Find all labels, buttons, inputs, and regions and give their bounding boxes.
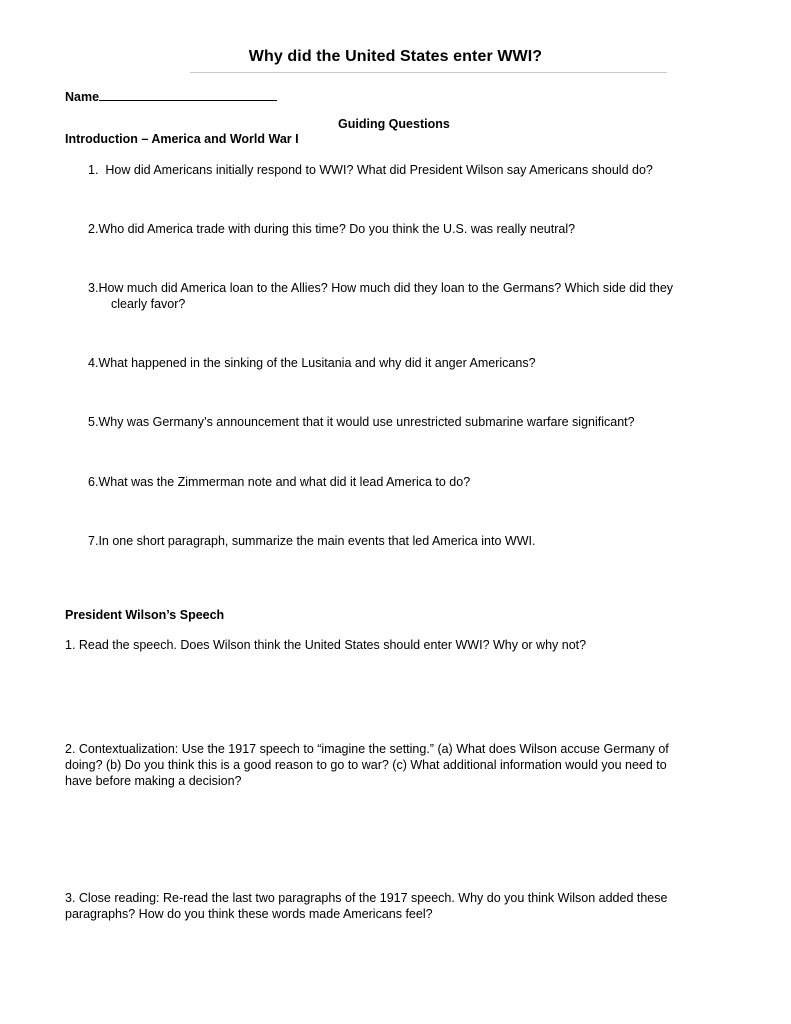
speech-heading: President Wilson’s Speech [65, 608, 225, 622]
question-line: doing? (b) Do you think this is a good reason to go to war? (c) What additional information would you need to [65, 758, 667, 772]
name-field[interactable] [65, 88, 277, 104]
intro-question-6 [88, 474, 470, 490]
intro-question-5 [88, 414, 635, 430]
question-text-continued: clearly favor? [111, 297, 186, 311]
guiding-questions-heading: Guiding Questions [338, 117, 450, 131]
question-number: 6. [88, 475, 99, 489]
question-text: How much did America loan to the Allies? How much did they loan to the Germans? Which side did they [98, 281, 674, 295]
question-line: 3. Close reading: Re-read the last two paragraphs of the 1917 speech. Why do you think Wilson added these [65, 891, 668, 905]
question-text: Who did America trade with during this time? Do you think the U.S. was really neutral? [98, 222, 576, 236]
question-number: 5. [88, 415, 99, 429]
intro-question-2 [88, 221, 575, 237]
question-number: 2. [88, 222, 99, 236]
intro-question-3 [88, 280, 673, 312]
speech-question-2 [65, 741, 669, 789]
question-text: In one short paragraph, summarize the main events that led America into WWI. [98, 534, 536, 548]
name-label: Name [65, 90, 100, 104]
question-line: 1. Read the speech. Does Wilson think the United States should enter WWI? Why or why not? [65, 638, 587, 652]
question-text: What happened in the sinking of the Lusitania and why did it anger Americans? [98, 356, 536, 370]
question-text: What was the Zimmerman note and what did it lead America to do? [98, 475, 471, 489]
question-number: 3. [88, 281, 99, 295]
speech-question-3 [65, 890, 667, 922]
intro-question-7 [88, 533, 535, 549]
page-title: Why did the United States enter WWI? [248, 48, 543, 65]
question-number: 4. [88, 356, 99, 370]
intro-heading: Introduction – America and World War I [65, 132, 299, 146]
question-text: How did Americans initially respond to WWI? What did President Wilson say Americans should do? [105, 163, 653, 177]
intro-question-4 [88, 355, 536, 371]
question-line: have before making a decision? [65, 774, 242, 788]
speech-question-1 [65, 637, 586, 653]
name-blank-line[interactable] [99, 88, 277, 101]
question-line: paragraphs? How do you think these words made Americans feel? [65, 907, 433, 921]
question-number: 7. [88, 534, 99, 548]
question-line: 2. Contextualization: Use the 1917 speech to “imagine the setting.” (a) What does Wilson accuse Germany of [65, 742, 669, 756]
question-text: Why was Germany’s announcement that it would use unrestricted submarine warfare significant? [98, 415, 635, 429]
intro-question-1 [88, 162, 653, 178]
title-divider [190, 72, 667, 73]
question-number: 1. [88, 163, 99, 177]
